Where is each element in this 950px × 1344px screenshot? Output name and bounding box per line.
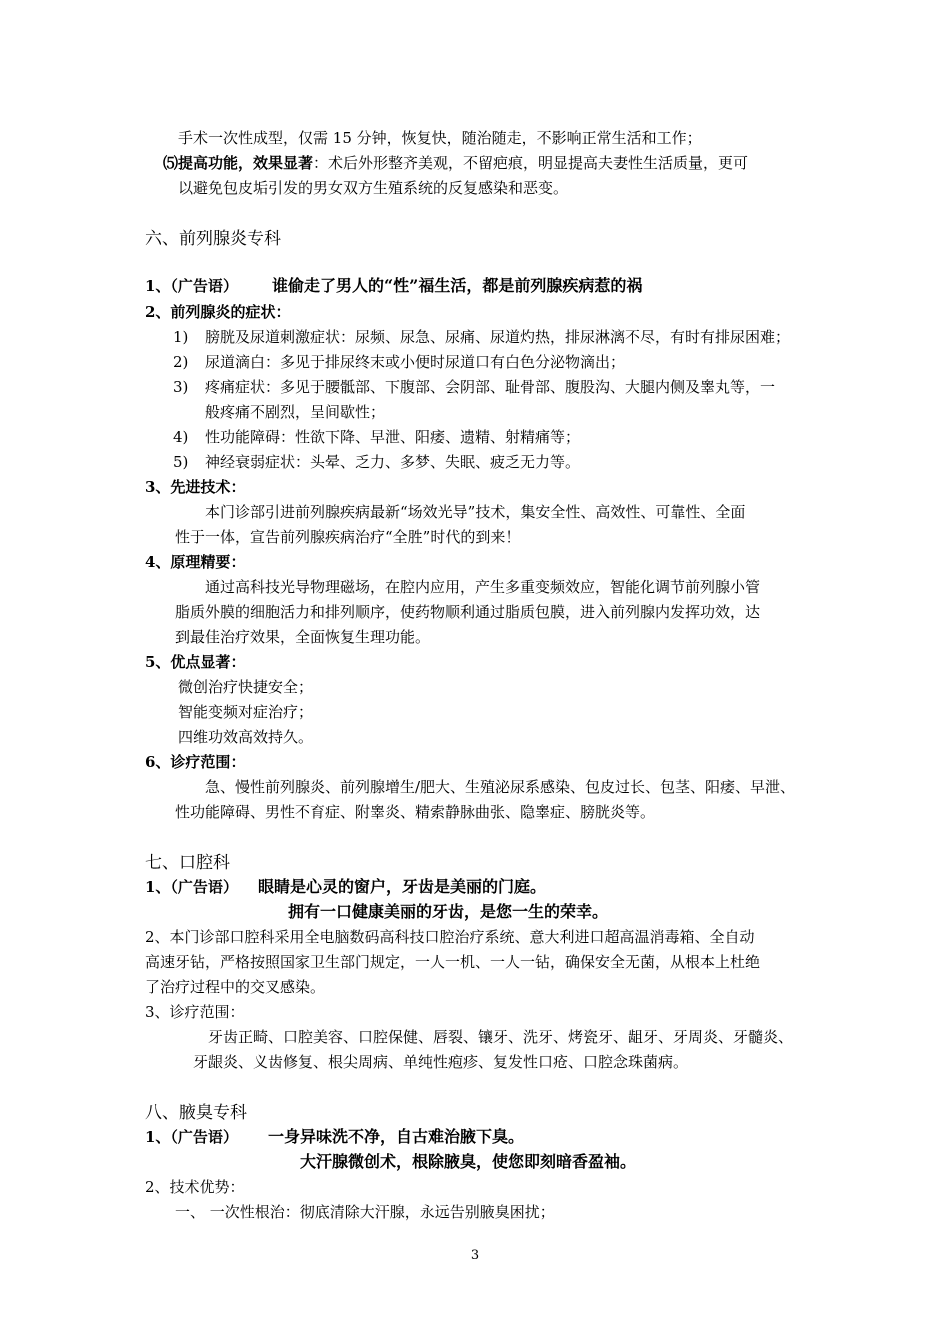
ad-label: 1、（广告语） [145, 1128, 238, 1146]
ad-slogan-text: 谁偷走了男人的“性”福生活，都是前列腺疾病惹的祸 [271, 276, 643, 295]
list-number: 1) [173, 328, 189, 346]
list-text: 疼痛症状：多见于腰骶部、下腹部、会阴部、耻骨部、腹股沟、大腿内侧及睾丸等，一 [205, 378, 776, 396]
section-heading: 八、腋臭专科 [145, 1103, 247, 1123]
list-item [173, 377, 775, 397]
paragraph-line: 急、慢性前列腺炎、前列腺增生/肥大、生殖泌尿系感染、包皮过长、包茎、阳痿、早泄、 [205, 778, 796, 796]
paragraph-line: 牙齿正畸、口腔美容、口腔保健、唇裂、镶牙、洗牙、烤瓷牙、龃牙、牙周炎、牙髓炎、 [208, 1028, 794, 1046]
paragraph-line: 本门诊部引进前列腺疾病最新“场效光导”技术，集安全性、高效性、可靠性、全面 [205, 503, 746, 521]
list-item [173, 327, 790, 347]
page-number: 3 [470, 1248, 480, 1263]
subsection-heading: 2、技术优势： [145, 1178, 245, 1196]
paragraph-line: 性于一体，宣告前列腺疾病治疗“全胜”时代的到来！ [175, 528, 521, 546]
section-heading: 六、前列腺炎专科 [145, 229, 281, 249]
paragraph-line: 通过高科技光导物理磁场，在腔内应用，产生多重变频效应，智能化调节前列腺小管 [205, 578, 761, 596]
subsection-heading: 2、前列腺炎的症状： [145, 303, 291, 321]
list-item [173, 452, 580, 472]
list-item: 四维功效高效持久。 [178, 728, 314, 746]
ad-slogan-text: 大汗腺微创术，根除腋臭，使您即刻暗香盈袖。 [300, 1152, 637, 1171]
ad-label: 1、（广告语） [145, 878, 238, 896]
ad-slogan-line [145, 877, 546, 897]
list-number: 5) [173, 453, 189, 471]
paragraph-line: 了治疗过程中的交叉感染。 [145, 978, 326, 996]
list-item: 一、 一次性根治：彻底清除大汗腺，永远告别腋臭困扰； [175, 1203, 555, 1221]
paragraph-text: ：术后外形整齐美观，不留疤痕，明显提高夫妻性生活质量，更可 [313, 154, 749, 172]
ad-slogan-line [145, 1127, 524, 1147]
section-heading: 七、口腔科 [145, 853, 230, 873]
ad-label: 1、（广告语） [145, 277, 238, 295]
list-text: 神经衰弱症状：头晕、乏力、多梦、失眠、疲乏无力等。 [205, 453, 581, 471]
ad-slogan-text: 拥有一口健康美丽的牙齿，是您一生的荣幸。 [288, 902, 609, 921]
paragraph-line: 性功能障碍、男性不育症、附睾炎、精索静脉曲张、隐睾症、膀胱炎等。 [175, 803, 656, 821]
paragraph-line: 脂质外膜的细胞活力和排列顺序，使药物顺利通过脂质包膜，进入前列腺内发挥功效，达 [175, 603, 761, 621]
list-number: 3) [173, 378, 189, 396]
list-text: 般疼痛不剧烈，呈间歇性； [205, 403, 386, 421]
subsection-heading: 3、诊疗范围： [145, 1003, 245, 1021]
list-text: 性功能障碍：性欲下降、早泄、阳痿、遗精、射精痛等； [205, 428, 581, 446]
paragraph-line: 手术一次性成型，仅需 15 分钟，恢复快，随治随走，不影响正常生活和工作； [178, 129, 702, 147]
list-text: 膀胱及尿道刺激症状：尿频、尿急、尿痛、尿道灼热，排尿淋漓不尽，有时有排尿困难； [205, 328, 791, 346]
list-item [173, 352, 625, 372]
paragraph-line: 到最佳治疗效果，全面恢复生理功能。 [175, 628, 431, 646]
list-item: 微创治疗快捷安全； [178, 678, 314, 696]
list-item-continuation [173, 402, 385, 422]
subsection-heading: 3、先进技术： [145, 478, 246, 496]
subsection-heading: 5、优点显著： [145, 653, 246, 671]
list-text: 尿道滴白：多见于排尿终末或小便时尿道口有白色分泌物滴出； [205, 353, 626, 371]
list-item: 智能变频对症治疗； [178, 703, 314, 721]
ad-slogan-text: 眼睛是心灵的窗户，牙齿是美丽的门庭。 [257, 877, 546, 896]
paragraph-line: 牙龈炎、义齿修复、根尖周病、单纯性疱疹、复发性口疮、口腔念珠菌病。 [193, 1053, 689, 1071]
paragraph-line [163, 153, 748, 173]
ad-slogan-line [145, 276, 642, 296]
list-number: 2) [173, 353, 189, 371]
paragraph-line: 2、本门诊部口腔科采用全电脑数码高科技口腔治疗系统、意大利进口超高温消毒箱、全自动 [145, 928, 755, 946]
paragraph-line: 高速牙钻，严格按照国家卫生部门规定，一人一机、一人一钻，确保安全无菌，从根本上杜绝 [145, 953, 761, 971]
list-item [173, 427, 580, 447]
list-number: 4) [173, 428, 189, 446]
ad-slogan-text: 一身异味洗不净，自古难治腋下臭。 [267, 1127, 524, 1146]
bold-lead-text: ⑸提高功能，效果显著 [163, 154, 314, 172]
subsection-heading: 4、原理精要： [145, 553, 246, 571]
subsection-heading: 6、诊疗范围： [145, 753, 246, 771]
paragraph-line: 以避免包皮垢引发的男女双方生殖系统的反复感染和恶变。 [178, 179, 569, 197]
